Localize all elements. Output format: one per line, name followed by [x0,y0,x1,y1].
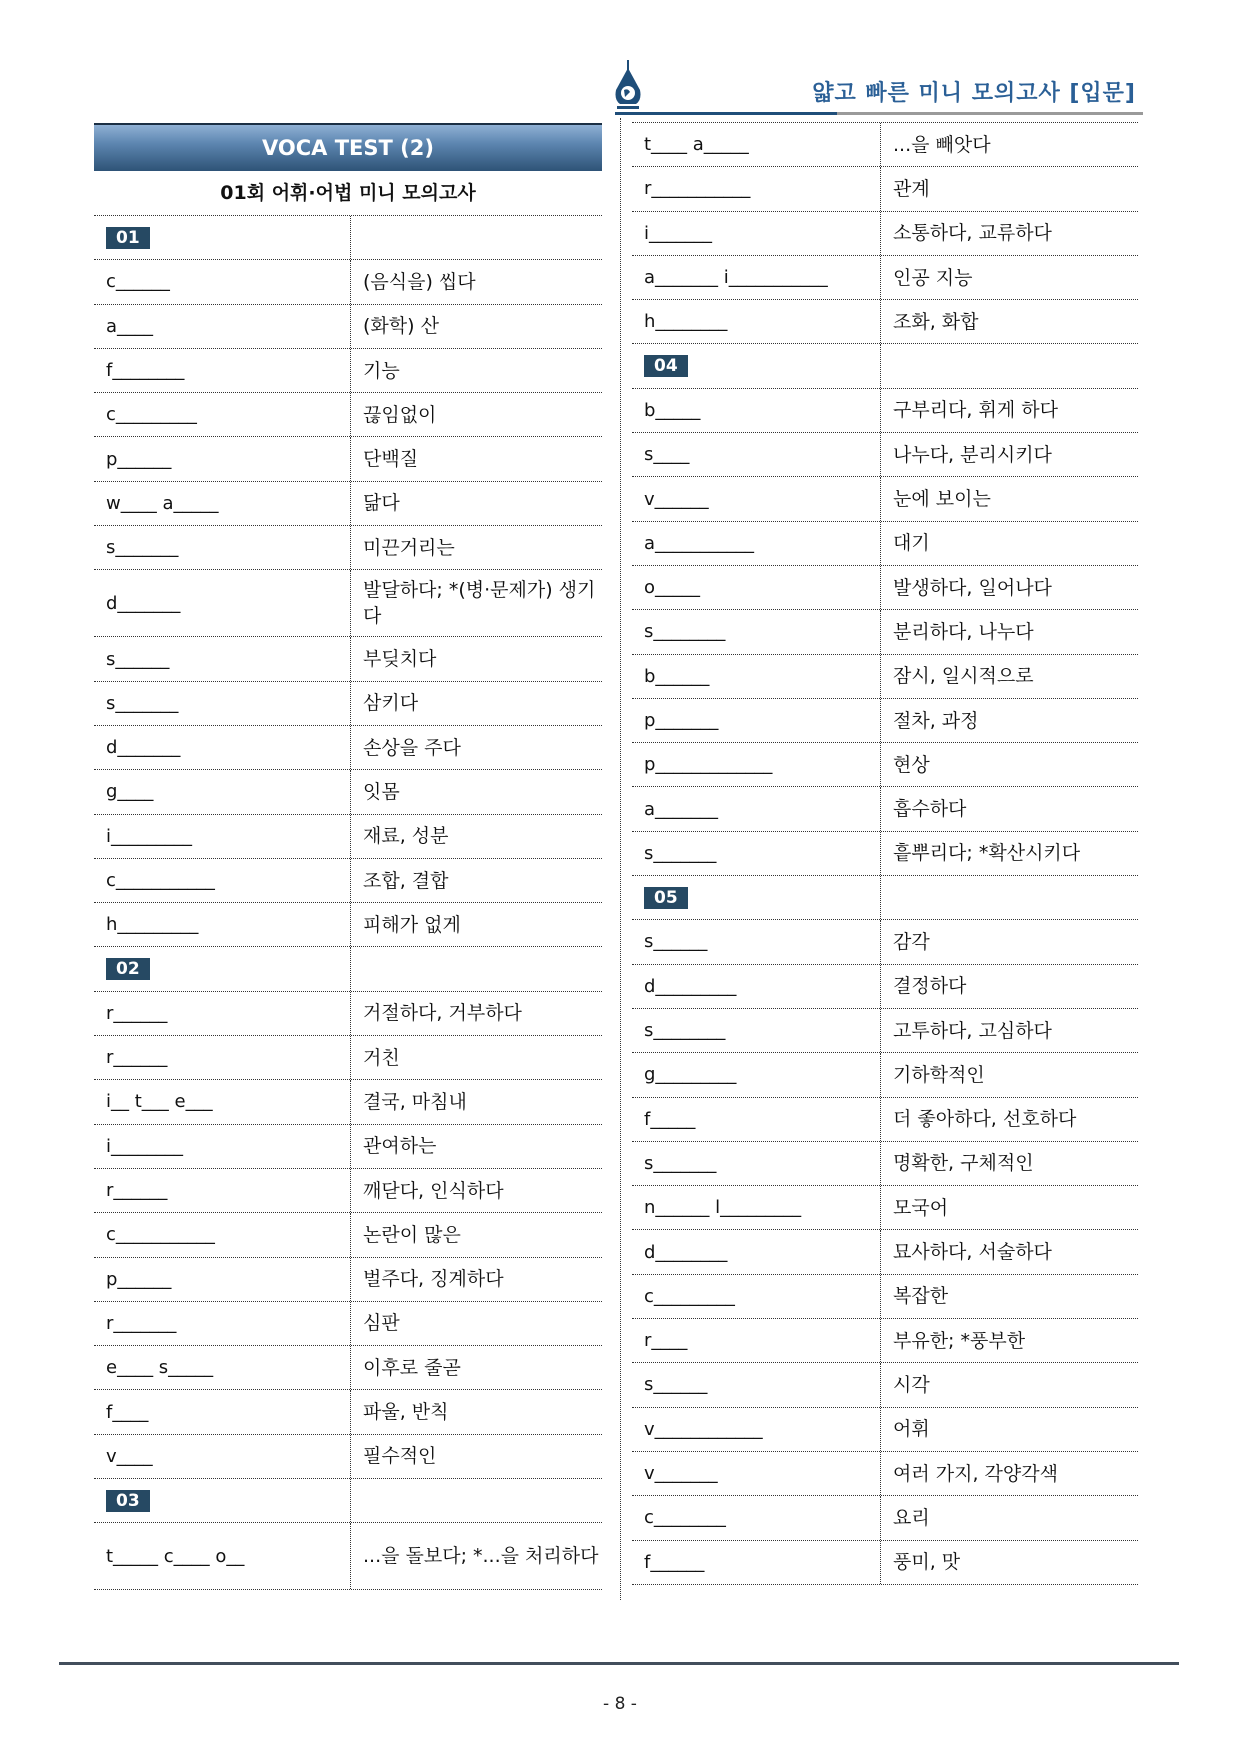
english-blank: p_______ [644,710,719,731]
vocab-row [632,787,1138,831]
korean-meaning: 감각 [880,920,1138,963]
vocab-row [94,1390,602,1434]
korean-meaning: ...을 빼앗다 [880,123,1138,166]
voca-test-banner: VOCA TEST (2) [94,123,602,171]
korean-meaning: 소통하다, 교류하다 [880,212,1138,255]
column-divider [620,118,621,1600]
english-blank: i_________ [106,825,193,847]
section-badge: 02 [106,958,150,980]
english-blank: e____ s_____ [106,1357,214,1379]
english-blank: p______ [106,1268,172,1290]
english-blank: g_________ [644,1064,737,1086]
korean-meaning: 묘사하다, 서술하다 [880,1230,1138,1273]
section-badge: 03 [106,1490,150,1512]
test-subtitle: 01회 어휘·어법 미니 모의고사 [94,171,602,216]
vocab-row [94,682,602,726]
footer-rule [59,1662,1179,1665]
vocab-row [632,920,1138,964]
english-blank: w____ a_____ [106,492,219,514]
vocab-row [632,1541,1138,1585]
vocab-row [94,859,602,903]
vocab-row [94,1523,602,1590]
vocab-row [94,1036,602,1080]
english-blank: c________ [644,1507,726,1529]
korean-meaning: 깨닫다, 인식하다 [350,1169,602,1212]
vocab-row [632,522,1138,566]
vocab-row [94,570,602,637]
korean-meaning: 시각 [880,1363,1138,1406]
korean-meaning: 거친 [350,1036,602,1079]
english-blank: r____ [644,1330,688,1352]
korean-meaning: 피해가 없게 [350,903,602,946]
korean-meaning: 기하학적인 [880,1053,1138,1096]
section-badge: 04 [644,355,688,377]
vocab-row [94,726,602,770]
english-blank: f_____ [644,1108,696,1130]
korean-meaning: 닮다 [350,482,602,525]
english-blank: i_______ [644,222,713,244]
korean-meaning: 거절하다, 거부하다 [350,992,602,1035]
english-blank: p_____________ [644,754,773,776]
english-blank: r______ [106,1002,168,1024]
vocab-row [632,167,1138,211]
korean-meaning: (화학) 산 [350,305,602,348]
vocab-row [632,433,1138,477]
korean-meaning: 기능 [350,349,602,392]
section-badge: 01 [106,227,150,249]
fountain-pen-globe-icon [612,60,644,112]
english-blank: n______ l_________ [644,1197,802,1219]
korean-meaning: 결국, 마침내 [350,1080,602,1123]
korean-meaning: 대기 [880,522,1138,565]
korean-meaning: 풍미, 맛 [880,1541,1138,1584]
korean-meaning: 삼키다 [350,682,602,725]
english-blank: p______ [106,448,172,470]
section-blank-cell [350,1479,602,1522]
korean-meaning: 파울, 반칙 [350,1390,602,1433]
english-blank: d_______ [106,592,181,614]
section-blank-cell [350,216,602,259]
vocab-row [632,832,1138,876]
english-blank: c___________ [106,870,215,891]
english-blank: d_______ [106,737,181,759]
vocab-row [632,256,1138,300]
korean-meaning: 복잡한 [880,1275,1138,1318]
korean-meaning: 미끈거리는 [350,526,602,569]
vocab-row [632,1098,1138,1142]
english-blank: i________ [106,1135,184,1157]
korean-meaning: 고투하다, 고심하다 [880,1009,1138,1052]
vocab-row [94,903,602,947]
korean-meaning: 잇몸 [350,770,602,813]
vocab-row [94,1258,602,1302]
english-blank: o_____ [644,577,701,599]
korean-meaning: ...을 돌보다; *...을 처리하다 [350,1523,602,1589]
english-blank: a_______ [644,798,719,820]
vocab-row [632,300,1138,344]
vocab-row [94,437,602,481]
english-blank: s______ [644,931,708,953]
korean-meaning: 구부리다, 휘게 하다 [880,389,1138,432]
english-blank: r___________ [644,178,751,200]
korean-meaning: 필수적인 [350,1435,602,1478]
vocab-row [632,1186,1138,1230]
korean-meaning: 흩뿌리다; *확산시키다 [880,832,1138,875]
right-vocab-table [632,122,1138,1585]
section-header-row [632,344,1138,388]
korean-meaning: 절차, 과정 [880,699,1138,742]
vocab-row [632,1452,1138,1496]
english-blank: t____ a_____ [644,134,749,156]
english-blank: i__ t___ e___ [106,1091,213,1113]
english-blank: a___________ [644,532,755,554]
vocab-row [94,770,602,814]
korean-meaning: 여러 가지, 각양각색 [880,1452,1138,1495]
korean-meaning: 명확한, 구체적인 [880,1142,1138,1185]
vocab-row [632,1009,1138,1053]
vocab-row [632,389,1138,433]
left-column [94,123,602,1590]
english-blank: c___________ [106,1224,215,1246]
vocab-row [94,260,602,304]
english-blank: s________ [644,621,726,643]
korean-meaning: 재료, 성분 [350,815,602,858]
english-blank: s____ [644,444,690,466]
korean-meaning: 나누다, 분리시키다 [880,433,1138,476]
vocab-row [632,699,1138,743]
vocab-row [94,526,602,570]
vocab-row [632,1496,1138,1540]
vocab-row [94,1213,602,1257]
section-badge: 05 [644,887,688,909]
english-blank: d_________ [644,975,737,997]
vocab-row [94,1169,602,1213]
korean-meaning: 잠시, 일시적으로 [880,655,1138,698]
korean-meaning: 모국어 [880,1186,1138,1229]
english-blank: s_______ [644,1152,717,1174]
vocab-row [94,393,602,437]
vocab-row [94,815,602,859]
vocab-row [632,122,1138,167]
section-header-row [94,216,602,260]
korean-meaning: 끊임없이 [350,393,602,436]
english-blank: v____ [106,1445,153,1467]
page-number: - 8 - [603,1694,637,1714]
vocab-row [632,965,1138,1009]
korean-meaning: 결정하다 [880,965,1138,1008]
english-blank: s_______ [644,842,717,864]
korean-meaning: 이후로 줄곧 [350,1346,602,1389]
english-blank: f____ [106,1401,149,1423]
korean-meaning: 관여하는 [350,1125,602,1168]
vocab-row [94,1125,602,1169]
english-blank: d________ [644,1241,728,1263]
korean-meaning: 요리 [880,1496,1138,1539]
english-blank: c_________ [106,404,197,426]
vocab-row [632,1319,1138,1363]
english-blank: v_______ [644,1463,718,1485]
english-blank: b_____ [644,399,701,421]
section-blank-cell [880,876,1138,919]
korean-meaning: 심판 [350,1302,602,1345]
vocab-row [94,349,602,393]
english-blank: h________ [644,311,728,333]
section-header-row [94,947,602,991]
vocab-row [94,482,602,526]
vocab-row [632,743,1138,787]
english-blank: s_______ [106,537,179,559]
vocab-row [94,1435,602,1479]
korean-meaning: 눈에 보이는 [880,477,1138,520]
section-header-row [632,876,1138,920]
section-blank-cell [350,947,602,990]
korean-meaning: 현상 [880,743,1138,786]
english-blank: c______ [106,271,170,293]
vocab-row [632,1142,1138,1186]
english-blank: r_______ [106,1312,177,1334]
korean-meaning: 논란이 많은 [350,1213,602,1256]
korean-meaning: (음식을) 씹다 [350,260,602,303]
section-header-row [94,1479,602,1523]
korean-meaning: 조합, 결합 [350,859,602,902]
english-blank: s________ [644,1020,726,1042]
header-rule [615,112,1143,115]
english-blank: t_____ c____ o__ [106,1545,245,1567]
korean-meaning: 어휘 [880,1408,1138,1451]
vocab-row [632,1275,1138,1319]
english-blank: a_______ i___________ [644,267,828,289]
vocab-row [632,566,1138,610]
vocab-row [632,477,1138,521]
korean-meaning: 벌주다, 징계하다 [350,1258,602,1301]
vocab-row [632,1408,1138,1452]
korean-meaning: 발달하다; *(병·문제가) 생기다 [350,570,602,636]
vocab-row [94,992,602,1036]
vocab-row [94,637,602,681]
korean-meaning: 분리하다, 나누다 [880,610,1138,653]
english-blank: s_______ [106,692,179,714]
english-blank: c_________ [644,1285,735,1307]
korean-meaning: 손상을 주다 [350,726,602,769]
vocab-row [632,212,1138,256]
korean-meaning: 부딪치다 [350,637,602,680]
english-blank: b______ [644,665,710,687]
vocab-row [632,1230,1138,1274]
korean-meaning: 단백질 [350,437,602,480]
korean-meaning: 인공 지능 [880,256,1138,299]
vocab-row [632,1053,1138,1097]
korean-meaning: 조화, 화합 [880,300,1138,343]
english-blank: g____ [106,781,154,803]
vocab-row [94,1302,602,1346]
english-blank: v______ [644,488,709,510]
left-vocab-table [94,216,602,1590]
vocab-row [632,610,1138,654]
english-blank: f________ [106,360,185,382]
korean-meaning: 관계 [880,167,1138,210]
korean-meaning: 더 좋아하다, 선호하다 [880,1098,1138,1141]
vocab-row [632,1363,1138,1407]
english-blank: r______ [106,1180,168,1202]
english-blank: s______ [106,648,170,670]
vocab-row [94,305,602,349]
korean-meaning: 발생하다, 일어나다 [880,566,1138,609]
english-blank: h_________ [106,914,199,936]
vocab-row [94,1346,602,1390]
english-blank: v____________ [644,1418,763,1440]
english-blank: f______ [644,1551,705,1573]
vocab-row [632,655,1138,699]
section-blank-cell [880,344,1138,387]
korean-meaning: 흡수하다 [880,787,1138,830]
book-title: 얇고 빠른 미니 모의고사 [입문] [812,81,1136,106]
english-blank: s______ [644,1374,708,1396]
korean-meaning: 부유한; *풍부한 [880,1319,1138,1362]
right-column [632,122,1138,1585]
english-blank: r______ [106,1047,168,1069]
vocab-row [94,1080,602,1124]
english-blank: a____ [106,315,154,337]
